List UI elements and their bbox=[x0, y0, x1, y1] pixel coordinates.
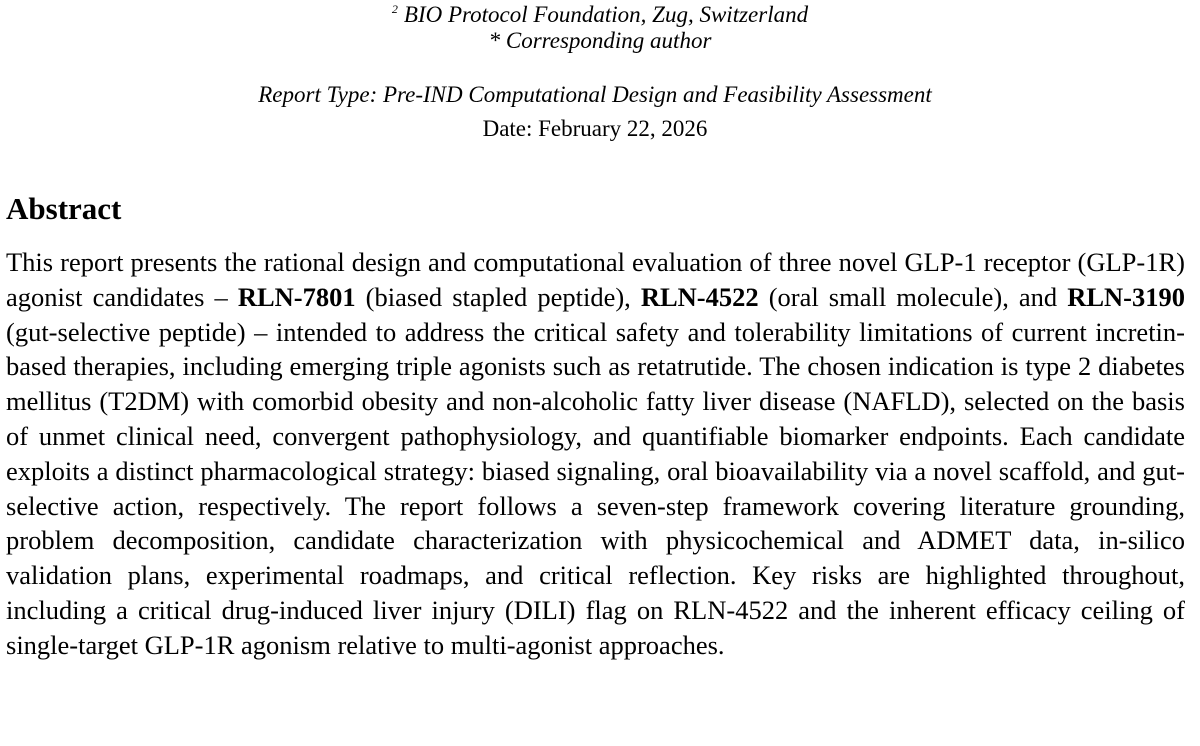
abstract-text: (biased stapled peptide), bbox=[355, 281, 641, 312]
abstract-heading: Abstract bbox=[6, 191, 122, 226]
affiliation-number: 2 bbox=[391, 2, 398, 16]
abstract-text: This report presents the rational design and computational evaluation of three novel GLP-1 receptor (GLP-1R) agonist candidates – bbox=[6, 247, 1185, 312]
abstract-body bbox=[6, 245, 1185, 663]
candidate-name-rln-3190: RLN-3190 bbox=[1067, 281, 1185, 312]
report-type: Report Type: Pre-IND Computational Design and Feasibility Assessment bbox=[258, 82, 932, 107]
affiliation-text: BIO Protocol Foundation, Zug, Switzerland bbox=[403, 2, 809, 27]
report-date: Date: February 22, 2026 bbox=[482, 116, 708, 141]
candidate-name-rln-4522: RLN-4522 bbox=[640, 281, 759, 312]
candidate-name-rln-7801: RLN-7801 bbox=[237, 281, 356, 312]
abstract-text: (oral small molecule), and bbox=[758, 281, 1068, 312]
corresponding-author-note: * Corresponding author bbox=[488, 28, 712, 53]
abstract-text: (gut-selective peptide) – intended to address the critical safety and tolerability limitations of current incretin-based therapies, including emerging triple agonists such as retatrutide. The chosen indication is type 2 diabetes mellitus (T2DM) with comorbid obesity and non-alcoholic fatty liver disease (NAFLD), selected on the basis of unmet clinical need, convergent pathophysiology, and quantifiable biomarker endpoints. Each candidate exploits a distinct pharmacological strategy: biased signaling, oral bioavailability via a novel scaffold, and gut-selective action, respectively. The report follows a seven-step framework covering literature grounding, problem decomposition, candidate characterization with physicochemical and ADMET data, in-silico validation plans, experimental roadmaps, and critical reflection. Key risks are highlighted throughout, including a critical drug-induced liver injury (DILI) flag on RLN-4522 and the inherent efficacy ceiling of single-target GLP-1R agonism relative to multi-agonist approaches. bbox=[6, 316, 1185, 660]
